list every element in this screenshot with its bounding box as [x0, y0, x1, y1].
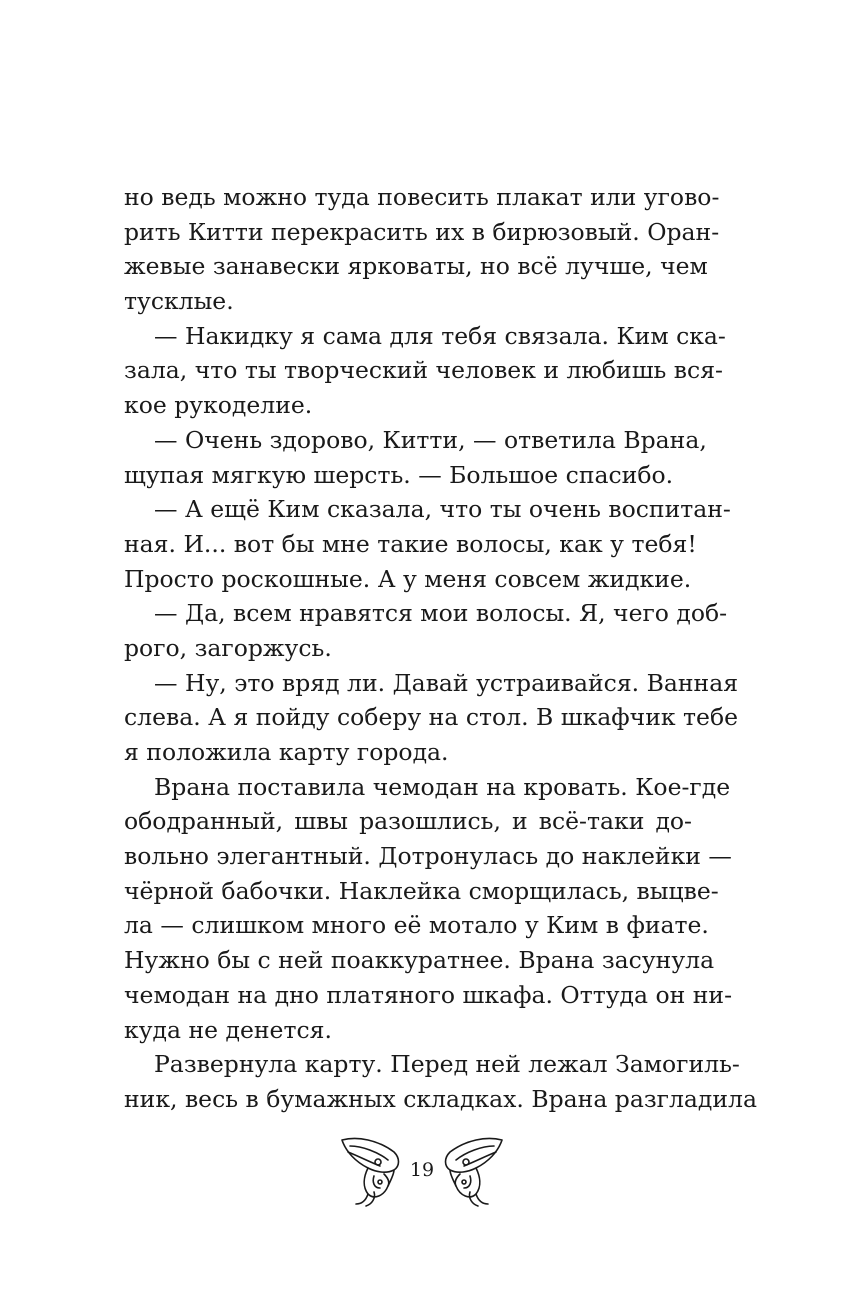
- text-line: вольно элегантный. Дотронулась до наклейки —: [124, 842, 732, 871]
- text-line: чемодан на дно платяного шкафа. Оттуда он ни-: [124, 980, 733, 1009]
- text-line: — Очень здорово, Китти, — ответила Врана,: [154, 425, 707, 454]
- text-line: ник, весь в бумажных складках. Врана разгладила: [124, 1084, 757, 1113]
- text-line: щупая мягкую шерсть. — Большое спасибо.: [124, 460, 674, 489]
- text-line: Развернула карту. Перед ней лежал Замогиль-: [154, 1050, 740, 1079]
- text-line: — Накидку я сама для тебя связала. Ким ска-: [154, 321, 726, 350]
- text-line: жевые занавески ярковаты, но всё лучше, чем: [124, 252, 708, 281]
- butterfly-wing-right-icon: [432, 1134, 506, 1208]
- text-line: — Да, всем нравятся мои волосы. Я, чего доб-: [154, 599, 728, 628]
- body-text: [124, 180, 757, 1117]
- text-line: ла — слишком много её мотало у Ким в фиате.: [124, 911, 709, 940]
- page-number: 19: [409, 1159, 435, 1181]
- text-line: тусклые.: [124, 287, 234, 316]
- text-line: — А ещё Ким сказала, что ты очень воспитан-: [154, 495, 731, 524]
- text-line: рить Китти перекрасить их в бирюзовый. Оран-: [124, 217, 720, 246]
- text-line: Просто роскошные. А у меня совсем жидкие.: [124, 564, 692, 593]
- text-line: рого, загоржусь.: [124, 633, 332, 662]
- text-line: кое рукоделие.: [124, 391, 313, 420]
- text-line: зала, что ты творческий человек и любишь вся-: [124, 356, 723, 385]
- text-line: Врана поставила чемодан на кровать. Кое-где: [154, 772, 731, 801]
- page-footer: [0, 1132, 844, 1212]
- text-line: ная. И... вот бы мне такие волосы, как у тебя!: [124, 529, 697, 558]
- text-line: куда не денется.: [124, 1015, 332, 1044]
- text-line: слева. А я пойду соберу на стол. В шкафчик тебе: [124, 703, 739, 732]
- text-line: ободранный, швы разошлись, и всё-таки до-: [124, 807, 692, 836]
- text-line: но ведь можно туда повесить плакат или угово-: [124, 183, 720, 211]
- text-line: я положила карту города.: [124, 738, 449, 766]
- text-line: чёрной бабочки. Наклейка сморщилась, выцве-: [124, 876, 719, 905]
- text-line: — Ну, это вряд ли. Давай устраивайся. Ванная: [154, 668, 739, 697]
- text-line: Нужно бы с ней поаккуратнее. Врана засунула: [124, 946, 715, 975]
